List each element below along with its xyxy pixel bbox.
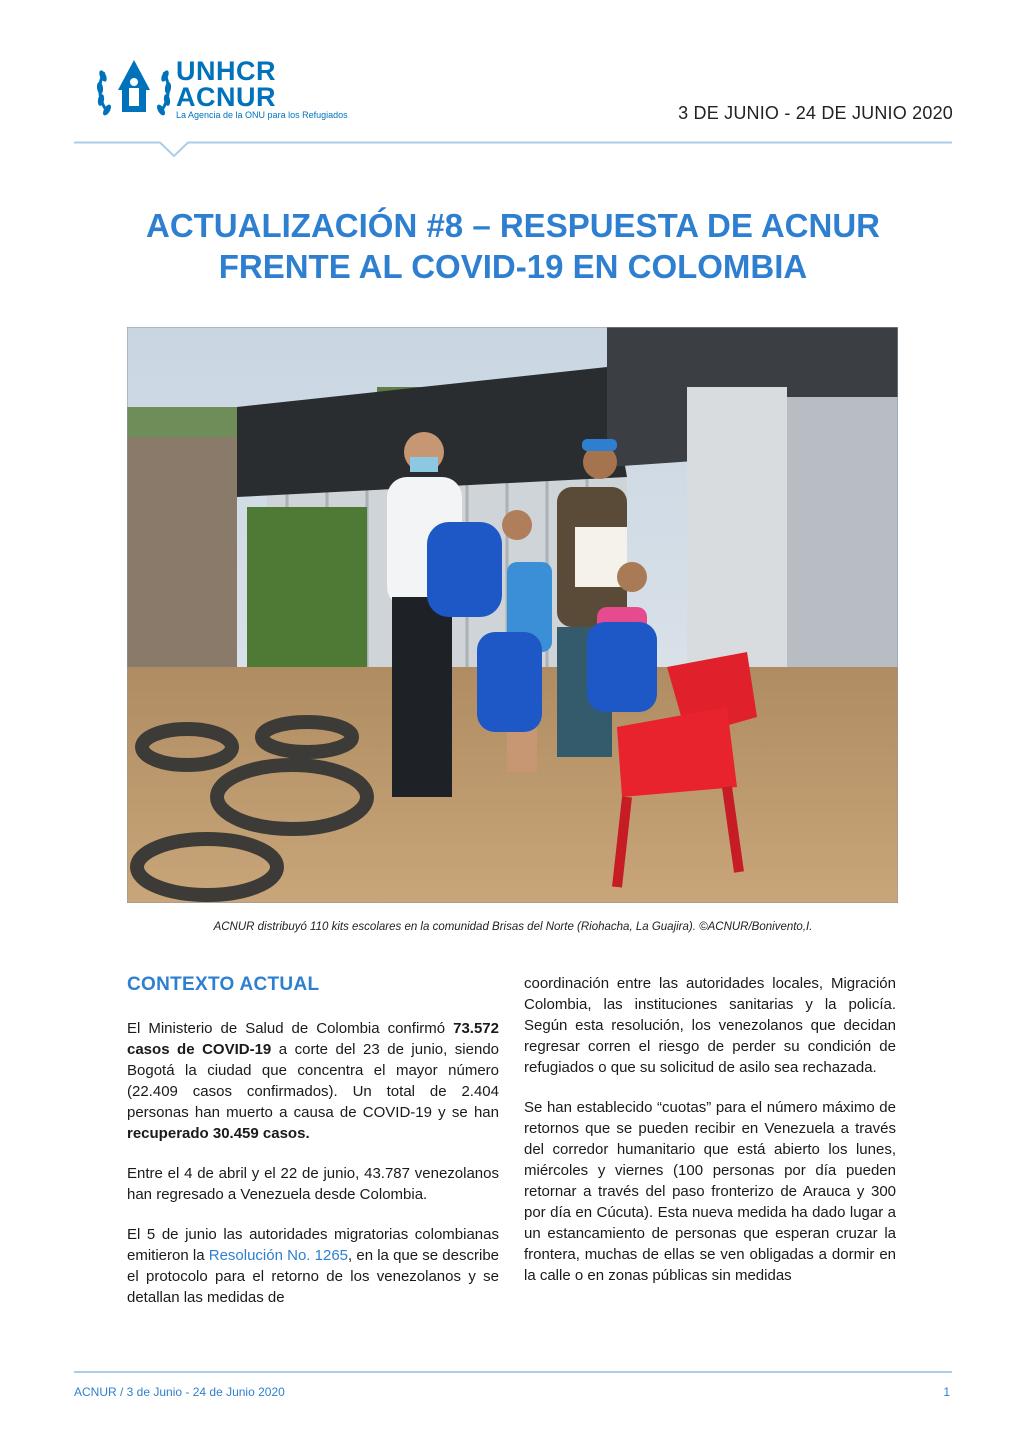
page-number: 1 [943, 1385, 950, 1399]
title-line-2: FRENTE AL COVID-19 EN COLOMBIA [218, 248, 808, 285]
footer-divider [74, 1371, 952, 1373]
paragraph-cases [127, 1018, 499, 1144]
bold-recovered-count: recuperado 30.459 casos. [127, 1125, 310, 1142]
logo-wordmark-unhcr: UNHCR [176, 56, 276, 86]
text-fragment: , en la que se describe el protocolo para el retorno de los venezolanos y se detallan las medidas de [127, 1247, 499, 1306]
right-column [524, 973, 896, 1305]
paragraph-quotas: Se han establecido “cuotas” para el número máximo de retornos que se pueden recibir en Venezuela a través del corredor humanitario que está abierto los lunes, miércoles y viernes (100 personas por día pueden retornar a través del paso fronterizo de Arauca y 300 por día en Cúcuta). Esta nueva medida ha dado lugar a un estancamiento de personas que esperan cruzar la frontera, muchas de ellas se ven obligadas a dormir en la calle o en zonas públicas sin medidas [524, 1099, 896, 1284]
unhcr-emblem-icon [96, 54, 172, 120]
unhcr-logo [96, 54, 396, 124]
bold-case-count: 73.572 casos de COVID-19 [127, 1020, 499, 1058]
text-fragment: a corte del 23 de junio, siendo Bogotá la ciudad que concentra el mayor número (22.409 casos confirmados). Un total de 2.404 personas han muerto a causa de COVID-19 y se han [127, 1041, 500, 1121]
paragraph-returns: Entre el 4 de abril y el 22 de junio, 43.787 venezolanos han regresado a Venezuela desde Colombia. [127, 1165, 499, 1203]
report-date-range: 3 DE JUNIO - 24 DE JUNIO 2020 [678, 103, 953, 123]
logo-tagline: La Agencia de la ONU para los Refugiados [176, 110, 348, 120]
page-title [74, 205, 952, 287]
logo-wordmark-acnur: ACNUR [176, 82, 276, 112]
text-fragment: El Ministerio de Salud de Colombia confirmó [127, 1020, 454, 1037]
resolution-link[interactable]: Resolución No. 1265 [208, 1247, 349, 1264]
left-column [127, 972, 499, 1327]
paragraph-coordination: coordinación entre las autoridades locales, Migración Colombia, las instituciones sanitarias y la policía. Según esta resolución, los venezolanos que decidan regresar corren el riesgo de perder su condición de refugiados o que su solicitud de asilo sea rechazada. [524, 975, 896, 1076]
section-title-contexto: CONTEXTO ACTUAL [127, 974, 320, 995]
photo-caption: ACNUR distribuyó 110 kits escolares en la comunidad Brisas del Norte (Riohacha, La Guajira). ©ACNUR/Bonivento,I. [213, 921, 813, 933]
paragraph-resolution [127, 1224, 499, 1308]
text-fragment: El 5 de junio las autoridades migratorias colombianas emitieron la [127, 1226, 499, 1264]
title-line-1: ACTUALIZACIÓN #8 – RESPUESTA DE ACNUR [145, 207, 880, 244]
footer-source: ACNUR / 3 de Junio - 24 de Junio 2020 [74, 1385, 285, 1399]
distribution-photo [127, 327, 898, 903]
header-divider [74, 141, 952, 161]
